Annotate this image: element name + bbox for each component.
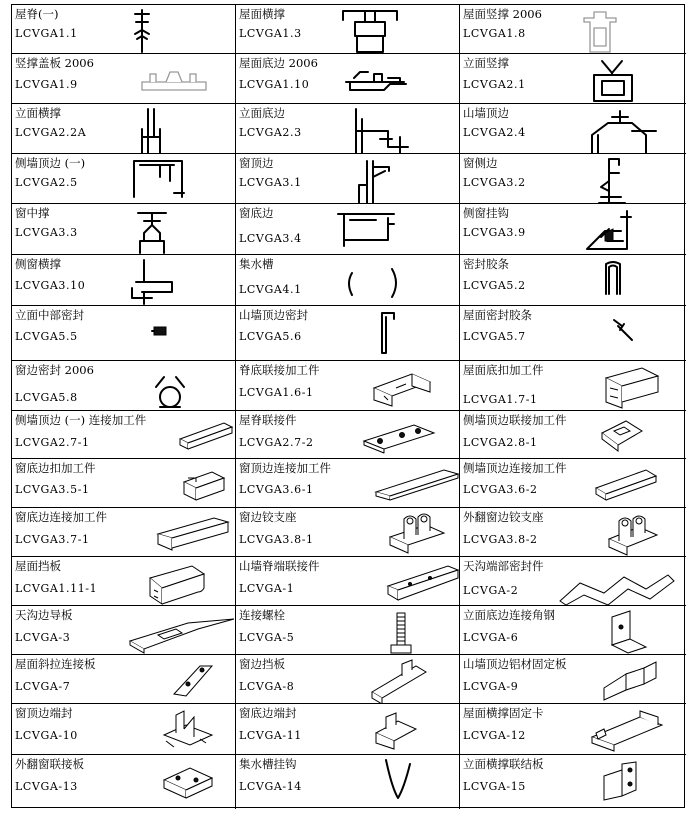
part-name: 窗底边 — [239, 206, 274, 220]
part-name: 窗顶边连接加工件 — [239, 461, 331, 475]
side-wall-top-connector-icon — [598, 417, 644, 451]
part-cell — [236, 606, 460, 655]
part-name: 窗底边连接加工件 — [15, 510, 107, 524]
gutter-hook-icon — [382, 758, 416, 802]
part-cell — [236, 361, 460, 411]
part-cell — [12, 54, 236, 104]
outward-window-plate-icon — [160, 758, 216, 800]
part-cell — [12, 255, 236, 306]
facade-vertical-brace-profile-icon — [588, 57, 638, 103]
part-cell — [12, 411, 236, 459]
part-name: 立面横撑 — [15, 106, 61, 120]
part-cell — [12, 508, 236, 557]
part-cell — [460, 755, 686, 809]
part-cell — [460, 255, 686, 306]
part-name: 山墙顶边密封 — [239, 308, 308, 322]
part-cell — [12, 361, 236, 411]
part-name: 屋面横撑固定卡 — [463, 706, 544, 720]
part-name: 立面底边连接角钢 — [463, 608, 555, 622]
part-code: LCVGA1.9 — [15, 78, 78, 91]
part-name: 集水槽挂钩 — [239, 757, 297, 771]
part-code: LCVGA-9 — [463, 680, 519, 693]
gable-top-seal-icon — [378, 309, 400, 357]
seal-strip-icon — [600, 258, 626, 298]
part-code: LCVGA2.8-1 — [463, 436, 538, 449]
part-cell — [460, 655, 686, 704]
part-name: 屋面挡板 — [15, 559, 61, 573]
roof-bottom-edge-profile-icon — [344, 68, 410, 98]
part-name: 窗边挡板 — [239, 657, 285, 671]
connecting-bolt-icon — [388, 609, 414, 655]
part-cell — [236, 557, 460, 606]
part-code: LCVGA3.4 — [239, 232, 302, 245]
part-cell — [236, 655, 460, 704]
part-cell — [460, 557, 686, 606]
part-code: LCVGA3.10 — [15, 279, 86, 292]
part-cell — [460, 606, 686, 655]
part-code: LCVGA1.7-1 — [463, 393, 538, 406]
gable-aluminum-fixing-plate-icon — [600, 658, 660, 702]
part-name: 立面横撑联结板 — [463, 757, 544, 771]
facade-bottom-angle-icon — [604, 609, 650, 655]
part-name: 立面中部密封 — [15, 308, 84, 322]
part-name: 屋脊(一) — [15, 7, 59, 21]
part-name: 屋面横撑 — [239, 7, 285, 21]
roof-vertical-brace-profile-icon — [580, 8, 620, 54]
part-cell — [460, 361, 686, 411]
part-cell — [236, 459, 460, 508]
gutter-end-seal-icon — [558, 569, 678, 606]
part-name: 窗顶边 — [239, 156, 274, 170]
part-code: LCVGA-7 — [15, 680, 71, 693]
part-cell — [12, 704, 236, 755]
part-code: LCVGA2.5 — [15, 176, 78, 189]
part-name: 集水槽 — [239, 257, 274, 271]
part-cell — [12, 5, 236, 54]
side-wall-connector-plate-icon — [178, 419, 234, 453]
part-cell — [460, 104, 686, 154]
part-cell — [236, 5, 460, 54]
side-window-hook-profile-icon — [583, 207, 635, 255]
part-cell — [236, 508, 460, 557]
part-code: LCVGA3.2 — [463, 176, 526, 189]
part-name: 窗边密封 2006 — [15, 363, 94, 377]
part-code: LCVGA2.1 — [463, 78, 526, 91]
part-cell — [12, 204, 236, 255]
part-code: LCVGA-5 — [239, 631, 295, 644]
part-name: 屋面斜拉连接板 — [15, 657, 96, 671]
part-code: LCVGA1.6-1 — [239, 386, 314, 399]
side-wall-top-edge-profile-icon — [130, 157, 188, 201]
part-name: 侧墙顶边连接加工件 — [463, 461, 567, 475]
part-name: 山墙顶边铝材固定板 — [463, 657, 567, 671]
part-code: LCVGA-11 — [239, 729, 302, 742]
part-name: 连接螺栓 — [239, 608, 285, 622]
part-name: 窗底边端封 — [239, 706, 297, 720]
part-code: LCVGA3.5-1 — [15, 483, 90, 496]
part-cell — [236, 154, 460, 204]
window-hinge-support-icon — [386, 511, 450, 557]
part-name: 山墙脊端联接件 — [239, 559, 320, 573]
roof-bottom-clip-icon — [598, 364, 664, 410]
part-code: LCVGA-13 — [15, 780, 78, 793]
part-code: LCVGA2.7-2 — [239, 436, 314, 449]
part-name: 天沟端部密封件 — [463, 559, 544, 573]
part-code: LCVGA5.2 — [463, 279, 526, 292]
part-name: 屋面底边 2006 — [239, 56, 318, 70]
roof-crossbar-clip-icon — [588, 707, 666, 751]
window-bottom-clip-icon — [180, 464, 230, 504]
window-top-connector-bar-icon — [374, 464, 460, 504]
side-window-crossbar-profile-icon — [122, 258, 178, 306]
part-name: 侧窗挂钩 — [463, 206, 509, 220]
part-cell — [460, 459, 686, 508]
window-bottom-edge-profile-icon — [336, 210, 396, 248]
roof-crossbar-profile-icon — [341, 8, 399, 54]
part-cell — [236, 704, 460, 755]
part-name: 窗中撑 — [15, 206, 50, 220]
part-code: LCVGA-15 — [463, 780, 526, 793]
part-name: 侧墙顶边 (一) — [15, 156, 86, 170]
part-code: LCVGA-12 — [463, 729, 526, 742]
part-name: 屋面密封胶条 — [463, 308, 532, 322]
part-name: 外翻窗边铰支座 — [463, 510, 544, 524]
part-code: LCVGA3.3 — [15, 226, 78, 239]
window-edge-seal-icon — [150, 369, 190, 411]
window-bottom-connector-channel-icon — [154, 514, 232, 552]
part-name: 屋面底扣加工件 — [463, 363, 544, 377]
facade-bottom-edge-profile-icon — [348, 107, 410, 154]
part-cell — [12, 154, 236, 204]
part-cell — [12, 655, 236, 704]
side-wall-connector-bar-icon — [592, 464, 660, 504]
part-cell — [460, 154, 686, 204]
part-cell — [236, 306, 460, 361]
part-code: LCVGA-8 — [239, 680, 295, 693]
part-code: LCVGA3.9 — [463, 226, 526, 239]
part-cell — [460, 306, 686, 361]
part-cell — [460, 204, 686, 255]
part-code: LCVGA-3 — [15, 631, 71, 644]
part-name: 窗顶边端封 — [15, 706, 73, 720]
part-code: LCVGA5.6 — [239, 330, 302, 343]
part-cell — [12, 557, 236, 606]
part-code: LCVGA-1 — [239, 582, 295, 595]
part-cell — [460, 411, 686, 459]
part-name: 外翻窗联接板 — [15, 757, 84, 771]
part-name: 窗侧边 — [463, 156, 498, 170]
part-code: LCVGA-2 — [463, 584, 519, 597]
roof-diagonal-plate-icon — [170, 660, 216, 700]
window-top-end-cap-icon — [160, 707, 216, 753]
part-code: LCVGA2.2A — [15, 126, 87, 139]
part-code: LCVGA2.7-1 — [15, 436, 90, 449]
ridge-connector-plate-icon — [362, 421, 438, 453]
gutter-profile-icon — [344, 265, 402, 303]
part-code: LCVGA5.8 — [15, 391, 78, 404]
part-name: 窗边铰支座 — [239, 510, 297, 524]
part-name: 侧墙顶边 (一) 连接加工件 — [15, 413, 147, 427]
part-code: LCVGA2.4 — [463, 126, 526, 139]
part-code: LCVGA-10 — [15, 729, 78, 742]
part-cell — [12, 755, 236, 809]
window-bottom-end-cap-icon — [372, 709, 422, 749]
part-code: LCVGA3.1 — [239, 176, 302, 189]
part-cell — [236, 104, 460, 154]
part-code: LCVGA1.3 — [239, 27, 302, 40]
part-cell — [460, 704, 686, 755]
part-code: LCVGA4.1 — [239, 283, 302, 296]
part-name: 屋面竖撑 2006 — [463, 7, 542, 21]
part-name: 山墙顶边 — [463, 106, 509, 120]
part-code: LCVGA-6 — [463, 631, 519, 644]
window-top-edge-profile-icon — [349, 157, 393, 204]
facade-crossbar-plate-icon — [600, 760, 644, 800]
part-cell — [236, 204, 460, 255]
part-code: LCVGA3.8-2 — [463, 533, 538, 546]
part-cell — [460, 5, 686, 54]
part-code: LCVGA3.6-2 — [463, 483, 538, 496]
part-name: 侧墙顶边联接加工件 — [463, 413, 567, 427]
part-cell — [12, 104, 236, 154]
outward-window-hinge-support-icon — [605, 511, 661, 557]
part-code: LCVGA3.6-1 — [239, 483, 314, 496]
part-code: LCVGA3.8-1 — [239, 533, 314, 546]
part-code: LCVGA2.3 — [239, 126, 302, 139]
gable-ridge-end-angle-icon — [386, 562, 460, 604]
roof-seal-strip-icon — [610, 316, 638, 344]
part-cell — [12, 306, 236, 361]
part-cell — [236, 411, 460, 459]
part-code: LCVGA3.7-1 — [15, 533, 90, 546]
part-cell — [460, 54, 686, 104]
part-code: LCVGA1.8 — [463, 27, 526, 40]
part-name: 侧窗横撑 — [15, 257, 61, 271]
part-name: 天沟边导板 — [15, 608, 73, 622]
part-code: LCVGA1.10 — [239, 78, 310, 91]
part-name: 竖撑盖板 2006 — [15, 56, 94, 70]
window-side-edge-profile-icon — [595, 157, 631, 204]
part-code: LCVGA5.7 — [463, 330, 526, 343]
parts-table — [11, 4, 685, 808]
part-name: 立面底边 — [239, 106, 285, 120]
part-cell — [236, 54, 460, 104]
part-name: 屋脊联接件 — [239, 413, 297, 427]
brace-cover-plate-profile-icon — [140, 68, 208, 96]
part-code: LCVGA-14 — [239, 780, 302, 793]
part-cell — [12, 606, 236, 655]
part-code: LCVGA5.5 — [15, 330, 78, 343]
gable-top-edge-profile-icon — [588, 107, 662, 154]
roof-baffle-icon — [142, 560, 210, 606]
part-code: LCVGA1.1 — [15, 27, 78, 40]
part-cell — [236, 755, 460, 809]
part-name: 脊底联接加工件 — [239, 363, 320, 377]
facade-crossbar-profile-icon — [132, 107, 172, 154]
ridge-base-connector-icon — [368, 366, 436, 408]
part-name: 窗底边扣加工件 — [15, 461, 96, 475]
part-cell — [236, 255, 460, 306]
gutter-edge-guide-icon — [128, 611, 236, 653]
part-cell — [12, 459, 236, 508]
ridge-profile-icon — [127, 8, 157, 54]
facade-middle-seal-icon — [150, 324, 170, 338]
part-name: 密封胶条 — [463, 257, 509, 271]
window-edge-baffle-icon — [368, 658, 432, 704]
part-code: LCVGA1.11-1 — [15, 582, 98, 595]
window-middle-brace-profile-icon — [132, 207, 172, 255]
part-cell — [460, 508, 686, 557]
part-name: 立面竖撑 — [463, 56, 509, 70]
